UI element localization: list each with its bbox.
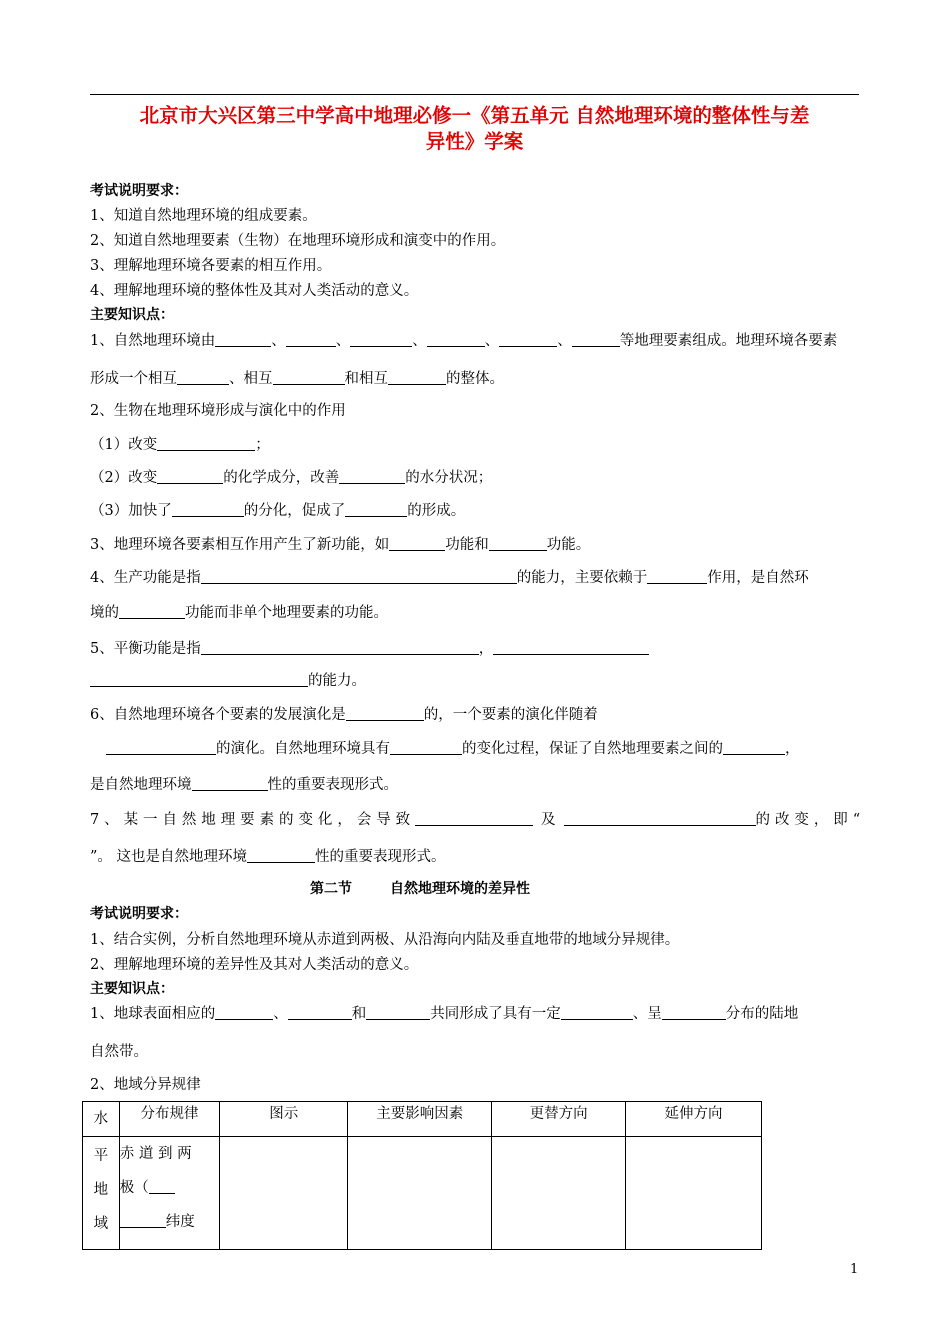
blank[interactable] bbox=[90, 672, 308, 687]
s2-question-1-line-2: 自然带。 bbox=[90, 1044, 148, 1060]
blank[interactable] bbox=[177, 370, 229, 385]
blank[interactable] bbox=[489, 536, 547, 551]
blank[interactable] bbox=[389, 536, 445, 551]
blank[interactable] bbox=[215, 1005, 273, 1020]
zonation-table bbox=[82, 1101, 762, 1250]
table-header-cell: 更替方向 bbox=[492, 1102, 626, 1137]
blank[interactable] bbox=[119, 604, 185, 619]
question-1-line-1: 1、自然地理环境由 、 、 、 、 、 等地理要素组成。地理环境各要素 bbox=[90, 333, 838, 349]
blank[interactable] bbox=[647, 569, 707, 584]
factor-cell[interactable] bbox=[348, 1137, 492, 1250]
question-6-line-1: 6、自然地理环境各个要素的发展演化是 的，一个要素的演化伴随着 bbox=[90, 707, 598, 723]
question-7-line-1: 7、某一自然地理要素的变化，会导致 及 的改变，即“ bbox=[90, 812, 866, 828]
key-points-heading-2: 主要知识点： bbox=[90, 981, 174, 997]
requirement-item: 1、知道自然地理环境的组成要素。 bbox=[90, 208, 317, 224]
requirement-item: 2、知道自然地理要素（生物）在地理环境形成和演变中的作用。 bbox=[90, 233, 506, 249]
question-4-line-2: 境的 功能而非单个地理要素的功能。 bbox=[90, 605, 388, 621]
key-points-heading: 主要知识点： bbox=[90, 307, 174, 323]
blank[interactable] bbox=[493, 640, 649, 655]
table-header-cell: 水 bbox=[83, 1102, 120, 1137]
question-1-line-2: 形成一个相互 、相互 和相互 的整体。 bbox=[90, 371, 504, 387]
blank[interactable] bbox=[427, 332, 485, 347]
question-2-sub-2: （2）改变 的化学成分，改善 的水分状况； bbox=[90, 470, 493, 486]
replacement-direction-cell[interactable] bbox=[492, 1137, 626, 1250]
requirement-item: 4、理解地理环境的整体性及其对人类活动的意义。 bbox=[90, 283, 419, 299]
question-2-sub-1: （1）改变 ； bbox=[90, 437, 270, 453]
table-header-cell: 主要影响因素 bbox=[348, 1102, 492, 1137]
blank[interactable] bbox=[388, 370, 446, 385]
blank[interactable] bbox=[366, 1005, 430, 1020]
blank[interactable] bbox=[288, 1005, 352, 1020]
blank[interactable] bbox=[192, 776, 268, 791]
blank[interactable] bbox=[564, 811, 756, 826]
requirement-item: 1、结合实例，分析自然地理环境从赤道到两极、从沿海向内陆及垂直地带的地域分异规律。 bbox=[90, 932, 680, 948]
question-2-head: 2、生物在地理环境形成与演化中的作用 bbox=[90, 403, 346, 419]
requirement-item: 2、理解地理环境的差异性及其对人类活动的意义。 bbox=[90, 957, 419, 973]
question-6-line-2: 的演化。自然地理环境具有 的变化过程，保证了自然地理要素之间的 ， bbox=[90, 737, 862, 758]
s2-question-1-line-1: 1、地球表面相应的 、 和 共同形成了具有一定 、呈 分布的陆地 bbox=[90, 1006, 799, 1022]
blank[interactable] bbox=[561, 1005, 633, 1020]
header-rule bbox=[90, 94, 859, 95]
table-header-cell: 分布规律 bbox=[119, 1102, 220, 1137]
blank[interactable] bbox=[201, 569, 517, 584]
extension-direction-cell[interactable] bbox=[626, 1137, 762, 1250]
table-header-row bbox=[83, 1102, 762, 1137]
question-5-line-2: 的能力。 bbox=[90, 669, 862, 690]
blank[interactable] bbox=[215, 332, 271, 347]
page-title: 北京市大兴区第三中学高中地理必修一《第五单元 自然地理环境的整体性与差 异性》学案 bbox=[139, 104, 810, 153]
blank[interactable] bbox=[247, 848, 315, 863]
page-number: 1 bbox=[850, 1262, 859, 1277]
blank[interactable] bbox=[149, 1179, 175, 1194]
blank[interactable] bbox=[345, 502, 407, 517]
blank[interactable] bbox=[106, 740, 216, 755]
exam-requirements-heading: 考试说明要求： bbox=[90, 183, 188, 199]
blank[interactable] bbox=[350, 332, 412, 347]
blank[interactable] bbox=[662, 1005, 726, 1020]
blank[interactable] bbox=[201, 640, 479, 655]
blank[interactable] bbox=[120, 1213, 166, 1228]
blank[interactable] bbox=[172, 502, 244, 517]
distribution-cell[interactable]: 赤 道 到 两 极（ 纬度 bbox=[119, 1137, 220, 1250]
question-5-line-1: 5、平衡功能是指 ， bbox=[90, 637, 862, 658]
table-header-cell: 延伸方向 bbox=[626, 1102, 762, 1137]
question-6-line-3: 是自然地理环境 性的重要表现形式。 bbox=[90, 777, 398, 793]
question-4-line-1: 4、生产功能是指 的能力，主要依赖于 作用，是自然环 bbox=[90, 570, 809, 586]
row-label-cell: 平 地 域 bbox=[83, 1137, 120, 1250]
blank[interactable] bbox=[723, 740, 785, 755]
blank[interactable] bbox=[415, 811, 533, 826]
question-3: 3、地理环境各要素相互作用产生了新功能，如 功能和 功能。 bbox=[90, 537, 591, 553]
blank[interactable] bbox=[157, 469, 223, 484]
blank[interactable] bbox=[339, 469, 405, 484]
section-2-heading: 第二节 自然地理环境的差异性 bbox=[310, 881, 530, 897]
blank[interactable] bbox=[572, 332, 620, 347]
question-2-sub-3: （3）加快了 的分化，促成了 的形成。 bbox=[90, 503, 466, 519]
s2-question-2-head: 2、地域分异规律 bbox=[90, 1077, 201, 1093]
blank[interactable] bbox=[390, 740, 462, 755]
table-row bbox=[83, 1137, 762, 1250]
exam-requirements-heading-2: 考试说明要求： bbox=[90, 906, 188, 922]
table-header-cell: 图示 bbox=[220, 1102, 348, 1137]
question-7-line-2: ”。 这也是自然地理环境 性的重要表现形式。 bbox=[90, 849, 446, 865]
blank[interactable] bbox=[286, 332, 336, 347]
blank[interactable] bbox=[273, 370, 345, 385]
blank[interactable] bbox=[157, 436, 255, 451]
requirement-item: 3、理解地理环境各要素的相互作用。 bbox=[90, 258, 332, 274]
blank[interactable] bbox=[346, 706, 424, 721]
diagram-cell[interactable] bbox=[220, 1137, 348, 1250]
blank[interactable] bbox=[499, 332, 557, 347]
